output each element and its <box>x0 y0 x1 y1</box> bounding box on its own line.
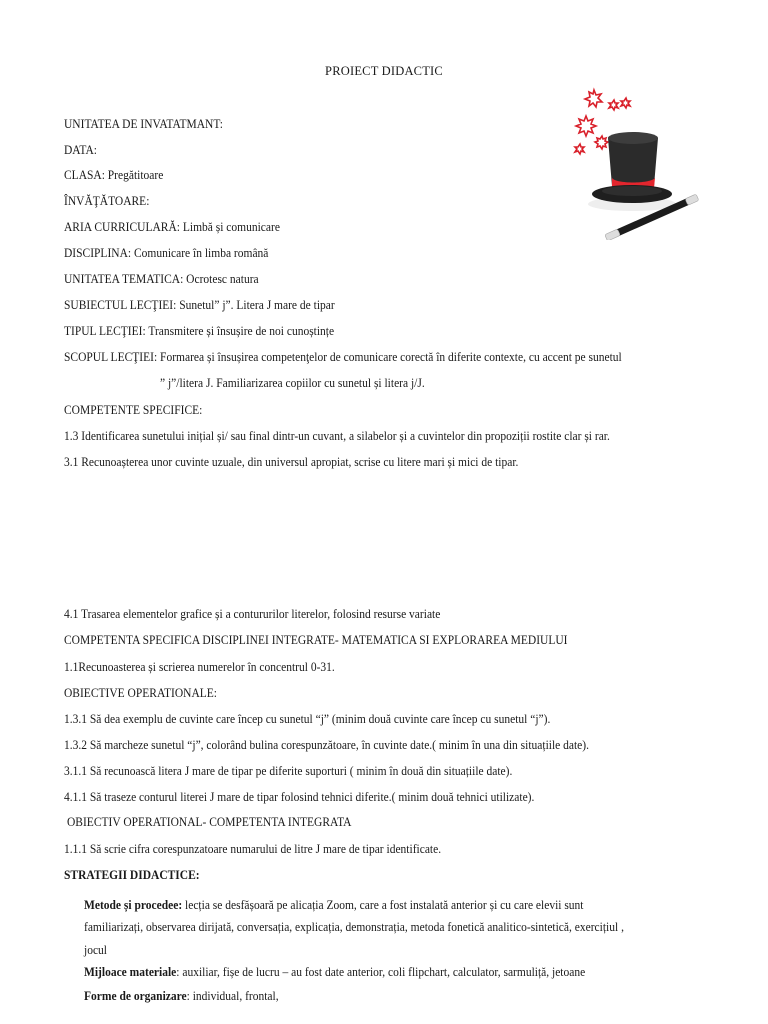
line-data: DATA: <box>64 143 97 157</box>
line-metode-cont-1: familiarizați, observarea dirijată, conversația, explicația, demonstrația, metoda fonetică analitico-sintetică, exercițiul , <box>84 920 624 934</box>
line-obiectiv-4-1-1: 4.1.1 Să traseze conturul literei J mare de tipar folosind tehnici diferite.( minim două tehnici utilizate). <box>64 790 535 804</box>
line-competenta-4-1: 4.1 Trasarea elementelor grafice și a contururilor literelor, folosind resurse variate <box>64 607 441 621</box>
page-title: PROIECT DIDACTIC <box>325 64 443 78</box>
line-metode-cont-2: jocul <box>84 943 107 957</box>
line-mijloace <box>84 965 585 980</box>
line-clasa: CLASA: Pregătitoare <box>64 168 164 182</box>
metode-label: Metode și procedee: <box>84 898 183 912</box>
line-competenta-1-1: 1.1Recunoasterea și scrierea numerelor în concentrul 0-31. <box>64 660 335 674</box>
line-metode <box>84 898 584 913</box>
line-obiectiv-1-3-2: 1.3.2 Să marcheze sunetul “j”, colorând bulina corespunzătoare, în cuvinte date.( minim în una din situațiile date). <box>64 738 590 752</box>
line-obiectiv-integrat-heading: OBIECTIV OPERATIONAL- COMPETENTA INTEGRATA <box>67 815 352 829</box>
line-competenta-integrata-heading: COMPETENTA SPECIFICA DISCIPLINEI INTEGRATE- MATEMATICA SI EXPLORAREA MEDIULUI <box>64 633 568 647</box>
line-aria-curriculara: ARIA CURRICULARĂ: Limbă și comunicare <box>64 220 280 234</box>
line-disciplina: DISCIPLINA: Comunicare în limba română <box>64 246 269 260</box>
line-obiectiv-3-1-1: 3.1.1 Să recunoască litera J mare de tipar pe diferite suporturi ( minim în două din situațiile date). <box>64 764 513 778</box>
forme-label: Forme de organizare <box>84 989 187 1003</box>
forme-text: : individual, frontal, <box>186 989 279 1003</box>
line-competente-specifice: COMPETENTE SPECIFICE: <box>64 403 203 417</box>
line-forme <box>84 989 279 1004</box>
line-scopul-continuare: ” j”/litera J. Familiarizarea copiilor cu sunetul și litera j/J. <box>160 376 425 390</box>
line-invatatoare: ÎNVĂŢĂTOARE: <box>64 194 150 208</box>
line-strategii-didactice: STRATEGII DIDACTICE: <box>64 868 200 882</box>
metode-text: lecția se desfășoară pe alicația Zoom, care a fost instalată anterior și cu care elevii sunt <box>182 898 584 912</box>
line-obiectiv-1-1-1: 1.1.1 Să scrie cifra corespunzatoare numarului de litre J mare de tipar identificate. <box>64 842 442 856</box>
mijloace-label: Mijloace materiale <box>84 965 177 979</box>
line-tipul-lectiei: TIPUL LECŢIEI: Transmitere și însușire de noi cunoștințe <box>64 324 335 338</box>
line-competenta-3-1: 3.1 Recunoașterea unor cuvinte uzuale, din universul apropiat, scrise cu litere mari și mici de tipar. <box>64 455 519 469</box>
line-obiectiv-1-3-1: 1.3.1 Să dea exemplu de cuvinte care încep cu sunetul “j” (minim două cuvinte care încep cu sunetul “j”). <box>64 712 551 726</box>
mijloace-text: : auxiliar, fișe de lucru – au fost date anterior, coli flipchart, calculator, sarmuliță, jetoane <box>176 965 586 979</box>
line-unitatea-invatamant: UNITATEA DE INVATATMANT: <box>64 117 224 131</box>
line-obiective-operationale: OBIECTIVE OPERATIONALE: <box>64 686 218 700</box>
line-subiectul-lectiei: SUBIECTUL LECŢIEI: Sunetul” j”. Litera J mare de tipar <box>64 298 335 312</box>
line-scopul-lectiei: SCOPUL LECŢIEI: Formarea și însușirea competenţelor de comunicare corectă în diferite contexte, cu accent pe sunetul <box>64 350 622 364</box>
line-competenta-1-3: 1.3 Identificarea sunetului inițial și/ sau final dintr-un cuvant, a silabelor și a cuvintelor din propoziții rostite clar și rar. <box>64 429 610 443</box>
magic-hat-icon <box>566 86 708 240</box>
line-unitatea-tematica: UNITATEA TEMATICA: Ocrotesc natura <box>64 272 259 286</box>
